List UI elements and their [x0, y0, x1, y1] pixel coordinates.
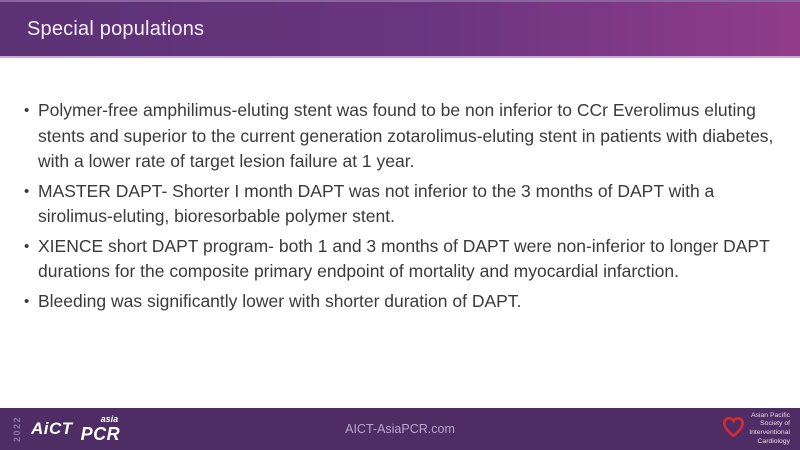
society-line: Society of [760, 420, 790, 428]
pcr-label: PCR [80, 424, 121, 444]
society-line: Asian Pacific [751, 411, 790, 419]
bullet-list [24, 98, 774, 314]
website-url: AICT-AsiaPCR.com [345, 422, 455, 436]
society-name [749, 412, 790, 446]
asiapcr-logo [81, 415, 121, 443]
bullet-text: Bleeding was significantly lower with shorter duration of DAPT. [38, 290, 522, 311]
bullet-item [24, 289, 774, 315]
society-line: Interventional [749, 429, 790, 436]
asia-label: asia [100, 414, 119, 424]
conference-year: 2022 [12, 415, 22, 443]
aict-logo: AiCT [31, 419, 73, 438]
slide-title: Special populations [27, 17, 205, 40]
bullet-marker: • [24, 292, 30, 310]
bullet-text: MASTER DAPT- Shorter I month DAPT was not inferior to the 3 months of DAPT with a sirolimus-eluting, bioresorbable polymer stent. [38, 180, 715, 226]
bullet-marker: • [24, 102, 30, 119]
bullet-item [24, 234, 774, 285]
slide-footer [0, 408, 800, 450]
heart-icon [723, 417, 744, 442]
society-logo [723, 408, 790, 450]
society-line: Cardiology [757, 437, 790, 445]
bullet-text: Polymer-free amphilimus-eluting stent was found to be non inferior to CCr Everolimus eluting stents and superior to the current generation zotarolimus-eluting stent in patients with diabetes, with a lower rate of target lesion failure at 1 year. [38, 100, 774, 171]
bullet-text: XIENCE short DAPT program- both 1 and 3 months of DAPT were non-inferior to longer DAPT durations for the composite primary endpoint of mortality and myocardial infarction. [38, 235, 770, 281]
bullet-marker: • [24, 182, 30, 200]
slide-body [0, 60, 800, 408]
slide-header [0, 0, 800, 58]
bullet-item [24, 179, 774, 230]
conference-logo [12, 408, 120, 450]
bullet-marker: • [24, 237, 30, 255]
bullet-item [24, 98, 774, 175]
